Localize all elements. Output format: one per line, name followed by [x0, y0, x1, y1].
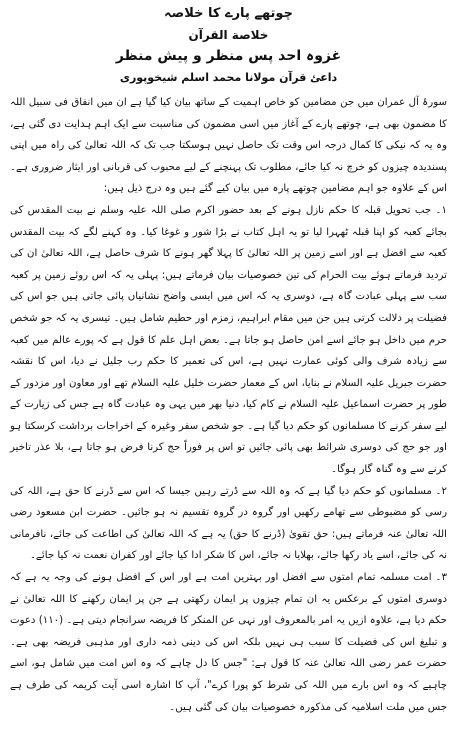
author-line: داعئ قرآن مولانا محمد اسلم شیخوپوری — [119, 70, 338, 84]
series-title: خلاصة القرآن — [188, 27, 269, 42]
document-header — [10, 6, 447, 84]
topic-heading: غزوہ احد پس منظر و پیش منظر — [115, 47, 342, 64]
intro-paragraph: سورۂ آل عمران میں جن مضامین کو خاص اہمیت کے ساتھ بیان کیا گیا ہے ان میں انفاق فی سبیل اللہ کا مضمون بھی ہے، چوتھے پارے کے آغاز میں اسی مضمون کی مناسبت سے ایک اہم ہدایت دی گئی ہے، وہ یہ کہ نیکی کا کمال درجہ اس وقت تک حاصل نہیں ہوسکتا جب تک کہ اللہ تعالیٰ کی راہ میں اپنی پسندیدہ چیزوں کو خرچ نہ کیا جائے، مطلوب تک پہنچنے کے لیے محبوب کی قربانی اور ایثار ضروری ہے۔ اس کے علاوہ جو اہم مضامین چوتھے پارہ میں بیان کیے گئے ہیں وہ درج ذیل ہیں: — [10, 96, 447, 195]
point-3-paragraph: ۳۔ امت مسلمہ تمام امتوں سے افضل اور بہترین امت ہے اور اس کے افضل ہونے کی وجہ یہ ہے کہ دوسری امتوں کے برعکس یہ ان تمام چیزوں پر ایمان رکھتی ہے جن پر ایمان رکھنے کا اللہ تعالیٰ نے حکم دیا ہے، علاوہ ازیں یہ امر بالمعروف اور نہی عن المنکر کا فریضہ سرانجام دیتی ہے۔ (۱۱۰) دعوت و تبلیغ اس کی فضیلت کا سبب ہی نہیں بلکہ اس کی دینی ذمہ داری اور مذہبی فریضہ بھی ہے۔ حضرت عمر رضی اللہ تعالیٰ عنہ کا قول ہے: "جس کا دل چاہے کہ وہ اس امت میں شامل ہو، اسے چاہیے کہ وہ اس بارے میں اللہ کی شرط کو پورا کرے"، آپ کا اشارہ اسی آیت کریمہ کی طرف ہے جس میں ملت اسلامیہ کی مذکورہ خصوصیات بیان کی گئی ہیں۔ — [10, 572, 447, 713]
page-title: چوتھے پارے کا خلاصہ — [164, 6, 293, 21]
article-body — [10, 92, 447, 718]
point-1-paragraph: ۱۔ جب تحویل قبلہ کا حکم نازل ہونے کے بعد حضور اکرم صلی اللہ علیہ وسلم نے بیت المقدس کی بجائے کعبہ کو اپنا قبلہ ٹھہرا لیا تو یہ اہل کتاب نے بڑا شور و غوغا کیا۔ وہ کہنے لگے کہ بیت المقدس کعبہ سے افضل ہے اور اسے زمین پر اللہ تعالیٰ کا پہلا گھر ہونے کا شرف حاصل ہے، اللہ تعالیٰ ان کی تردید فرماتے ہوئے بیت الحرام کی تین خصوصیات بیان فرماتے ہیں: پہلی یہ کہ اس روئے زمین پر کعبہ سب سے پہلی عبادت گاہ ہے، دوسری یہ کہ اس میں ایسی واضح نشانیاں پائی جاتی ہیں جو اس کی فضیلت پر دلالت کرتی ہیں جن میں مقام ابراہیم، زمزم اور حطیم شامل ہیں۔ تیسری یہ کہ جو شخص حرم میں داخل ہو جائے اسے امن حاصل ہو جاتا ہے۔ بعض اہل علم کا قول ہے کہ پورے عالم میں کعبہ سے زیادہ شرف والی کوئی عمارت نہیں ہے، اس کی تعمیر کا حکم رب جلیل نے دیا، اس کا نقشہ حضرت جبریل علیہ السلام نے بنایا، اس کے معمار حضرت خلیل علیہ السلام تھے اور معاون اور مزدور کے طور پر حضرت اسماعیل علیہ السلام نے کام کیا، دنیا بھر میں یہی وہ عبادت گاہ ہے جس کی زیارت کے لیے سفر کرنے کا مسلمانوں کو حکم دیا گیا ہے۔ جو شخص سفر وغیرہ کے اخراجات برداشت کرسکتا ہو اور جو حج کی دوسری شرائط بھی پائی جائیں تو اس پر فوراً حج کرنا فرض ہو جاتا ہے، بلا عذر تاخیر کرنے سے وہ گناہ گار ہوگا۔ — [10, 204, 447, 476]
point-2-paragraph: ۲۔ مسلمانوں کو حکم دیا گیا ہے کہ وہ اللہ سے ڈرتے رہیں جیسا کہ اس سے ڈرنے کا حق ہے، اللہ کی رسی کو مضبوطی سے تھامے رکھیں اور گروہ در گروہ تقسیم نہ ہو جائیں۔ حضرت ابن مسعود رضی اللہ تعالیٰ عنہ فرماتے ہیں: حق تقویٰ (ڈرنے کا حق) یہ ہے کہ اللہ تعالیٰ کی اطاعت کی جائے، نافرمانی نہ کی جائے، اسے یاد رکھا جائے، بھلایا نہ جائے، اس کا شکر ادا کیا جائے اور کفران نعمت نہ کیا جائے۔ — [10, 485, 447, 562]
